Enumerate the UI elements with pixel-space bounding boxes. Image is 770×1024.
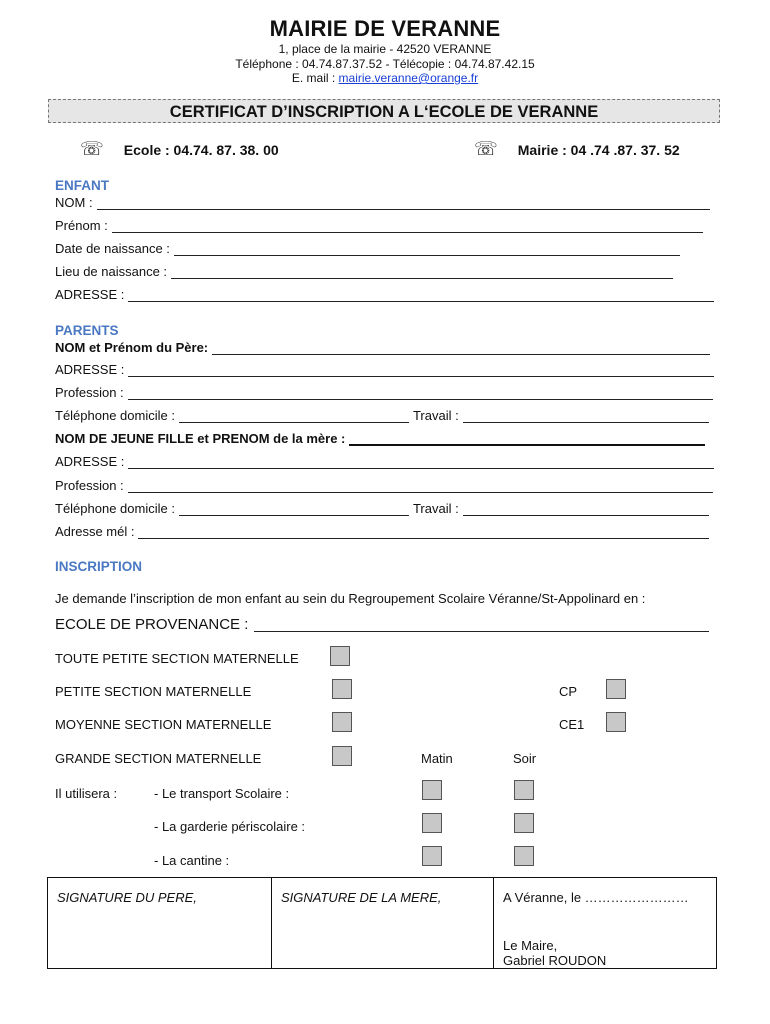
email-link[interactable]: mairie.veranne@orange.fr — [338, 71, 479, 85]
utilisera-label: Il utilisera : — [55, 786, 118, 801]
cp-label: CP — [559, 684, 578, 699]
cantine-label: - La cantine : — [154, 853, 230, 868]
gs-label: GRANDE SECTION MATERNELLE — [55, 751, 262, 766]
inscription-demande: Je demande l’inscription de mon enfant au sein du Regroupement Scolaire Véranne/St-Appolinard en : — [55, 591, 646, 606]
ps-label: PETITE SECTION MATERNELLE — [55, 684, 252, 699]
mere-telephone-row[interactable]: Téléphone domicile : Travail : — [55, 501, 709, 516]
garderie-label: - La garderie périscolaire : — [154, 819, 306, 834]
ecole-phone — [80, 138, 279, 161]
mere-profession-field[interactable]: Profession : — [55, 478, 713, 493]
transport-soir-checkbox[interactable] — [514, 780, 534, 800]
email-label: E. mail : — [291, 71, 339, 85]
tps-checkbox[interactable] — [330, 646, 350, 666]
enfant-nom-field[interactable]: NOM : — [55, 195, 710, 210]
pere-nom-field[interactable]: NOM et Prénom du Père: — [55, 340, 710, 355]
telephone-icon: ☏ — [474, 139, 498, 160]
signature-mere-label: SIGNATURE DE LA MERE, — [281, 890, 442, 905]
section-inscription: INSCRIPTION — [55, 559, 143, 574]
gs-checkbox[interactable] — [332, 746, 352, 766]
cp-checkbox[interactable] — [606, 679, 626, 699]
enfant-adresse-field[interactable]: ADRESSE : — [55, 287, 714, 302]
section-parents: PARENTS — [55, 323, 119, 338]
garderie-soir-checkbox[interactable] — [514, 813, 534, 833]
ce1-checkbox[interactable] — [606, 712, 626, 732]
signature-mere-cell[interactable] — [272, 878, 494, 968]
transport-matin-checkbox[interactable] — [422, 780, 442, 800]
telephone-icon: ☏ — [80, 139, 104, 160]
mere-adresse-field[interactable]: ADRESSE : — [55, 454, 714, 469]
cantine-soir-checkbox[interactable] — [514, 846, 534, 866]
ecole-phone-label: Ecole : 04.74. 87. 38. 00 — [123, 141, 279, 158]
mairie-phones: Téléphone : 04.74.87.37.52 - Télécopie : 04.74.87.42.15 — [235, 57, 535, 71]
transport-label: - Le transport Scolaire : — [154, 786, 290, 801]
mairie-phone — [474, 138, 680, 161]
ce1-label: CE1 — [559, 717, 585, 732]
signature-pere-label: SIGNATURE DU PERE, — [57, 890, 197, 905]
maire-name: Gabriel ROUDON — [503, 953, 607, 968]
lieu-date-label: A Véranne, le …………………… — [503, 890, 689, 905]
pere-profession-field[interactable]: Profession : — [55, 385, 713, 400]
enfant-prenom-field[interactable]: Prénom : — [55, 218, 703, 233]
garderie-matin-checkbox[interactable] — [422, 813, 442, 833]
mere-nom-field[interactable]: NOM DE JEUNE FILLE et PRENOM de la mère : — [55, 431, 705, 446]
mairie-phone-label: Mairie : 04 .74 .87. 37. 52 — [517, 141, 680, 158]
cantine-matin-checkbox[interactable] — [422, 846, 442, 866]
certificate-title: CERTIFICAT D’INSCRIPTION A L‘ECOLE DE VERANNE — [48, 99, 720, 123]
tps-label: TOUTE PETITE SECTION MATERNELLE — [55, 651, 299, 666]
pere-adresse-field[interactable]: ADRESSE : — [55, 362, 714, 377]
section-enfant: ENFANT — [55, 178, 109, 193]
enfant-date-naissance-field[interactable]: Date de naissance : — [55, 241, 680, 256]
ps-checkbox[interactable] — [332, 679, 352, 699]
signature-pere-cell[interactable] — [48, 878, 272, 968]
ecole-provenance-field[interactable]: ECOLE DE PROVENANCE : — [55, 617, 709, 632]
soir-header: Soir — [513, 751, 537, 766]
signature-table — [47, 877, 717, 969]
mairie-email-line — [0, 71, 770, 85]
signature-maire-cell — [494, 878, 716, 968]
enfant-lieu-naissance-field[interactable]: Lieu de naissance : — [55, 264, 673, 279]
pere-telephone-row[interactable]: Téléphone domicile : Travail : — [55, 408, 709, 423]
matin-header: Matin — [421, 751, 453, 766]
ms-label: MOYENNE SECTION MATERNELLE — [55, 717, 272, 732]
mairie-address: 1, place de la mairie - 42520 VERANNE — [278, 42, 492, 56]
mairie-title: MAIRIE DE VERANNE — [269, 16, 501, 41]
ms-checkbox[interactable] — [332, 712, 352, 732]
adresse-mel-field[interactable]: Adresse mél : — [55, 524, 709, 539]
maire-title: Le Maire, — [503, 938, 558, 953]
